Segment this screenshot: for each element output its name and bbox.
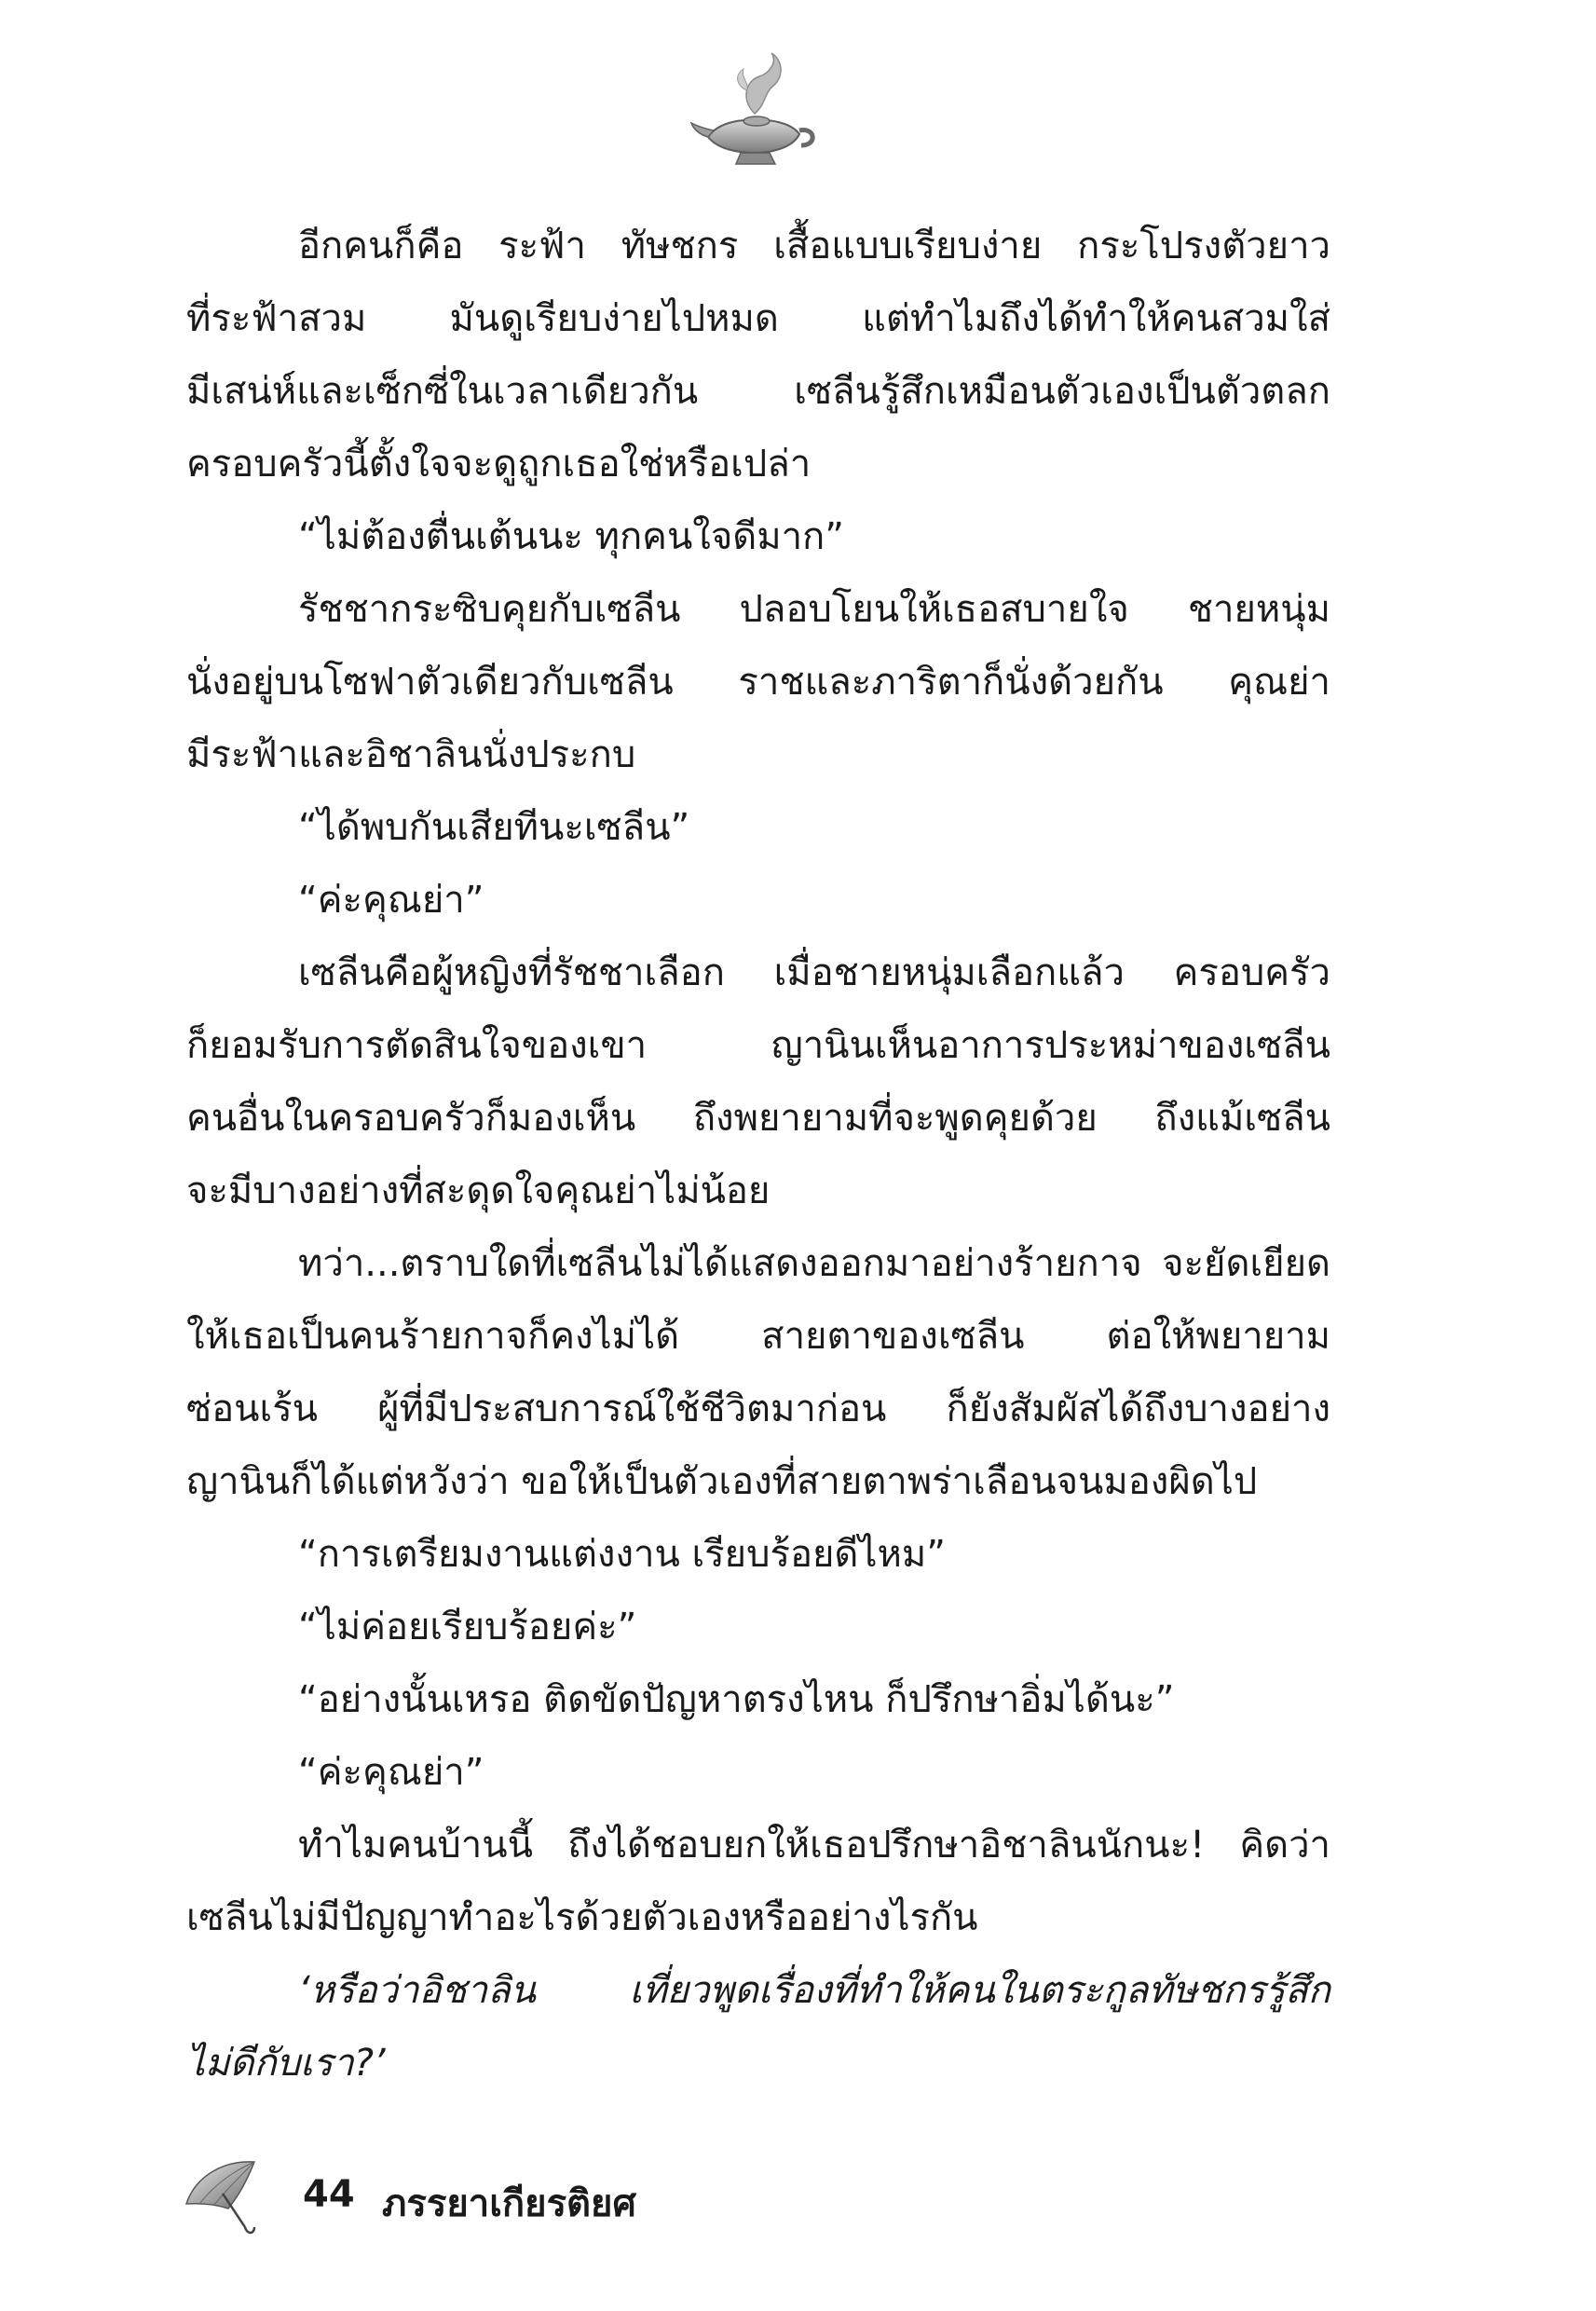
text-line: คนอื่นในครอบครัวก็มองเห็น ถึงพยายามที่จะพูดคุยด้วย ถึงแม้เซลีน bbox=[186, 1097, 1330, 1140]
text-line: ที่ระฟ้าสวม มันดูเรียบง่ายไปหมด แต่ทำไมถึงได้ทำให้คนสวมใส่ bbox=[186, 297, 1330, 340]
paragraph bbox=[186, 573, 1330, 791]
text-line: ทว่า...ตราบใดที่เซลีนไม่ได้แสดงออกมาอย่างร้ายกาจ จะยัดเยียด bbox=[298, 1242, 1330, 1285]
paragraph bbox=[186, 937, 1330, 1227]
umbrella-icon bbox=[182, 2153, 266, 2236]
text-line: จะมีบางอย่างที่สะดุดใจคุณย่าไม่น้อย bbox=[186, 1169, 771, 1212]
text-line: ‘หรือว่าอิชาลิน เที่ยวพูดเรื่องที่ทำให้คนในตระกูลทัษชกรรู้สึก bbox=[298, 1969, 1330, 2012]
paragraph bbox=[186, 210, 1330, 500]
text-line: “ไม่ต้องตื่นเต้นนะ ทุกคนใจดีมาก” bbox=[298, 515, 844, 558]
text-line: เซลีนไม่มีปัญญาทำอะไรด้วยตัวเองหรืออย่างไรกัน bbox=[186, 1896, 978, 1939]
text-line: ซ่อนเร้น ผู้ที่มีประสบการณ์ใช้ชีวิตมาก่อน ก็ยังสัมผัสได้ถึงบางอย่าง bbox=[186, 1388, 1330, 1430]
book-title: ภรรยาเกียรติยศ bbox=[382, 2182, 636, 2225]
text-line: “ค่ะคุณย่า” bbox=[298, 1751, 484, 1794]
paragraph bbox=[186, 1809, 1330, 1954]
text-line: “อย่างนั้นเหรอ ติดขัดปัญหาตรงไหน ก็ปรึกษาอิ่มได้นะ” bbox=[298, 1678, 1175, 1721]
genie-lamp-icon bbox=[689, 48, 820, 170]
paragraph bbox=[186, 1227, 1330, 1518]
paragraph bbox=[186, 1518, 1330, 1591]
text-line: เซลีนคือผู้หญิงที่รัชชาเลือก เมื่อชายหนุ่มเลือกแล้ว ครอบครัว bbox=[298, 951, 1330, 994]
text-line: “การเตรียมงานแต่งงาน เรียบร้อยดีไหม” bbox=[298, 1533, 946, 1576]
paragraph bbox=[186, 864, 1330, 937]
text-line: “ไม่ค่อยเรียบร้อยค่ะ” bbox=[298, 1606, 637, 1648]
paragraph bbox=[186, 1591, 1330, 1663]
paragraph bbox=[186, 791, 1330, 864]
page-footer bbox=[182, 2153, 927, 2236]
text-line: ญานินก็ได้แต่หวังว่า ขอให้เป็นตัวเองที่สายตาพร่าเลือนจนมองผิดไป bbox=[186, 1460, 1258, 1503]
page-number: 44 bbox=[303, 2173, 355, 2216]
text-line: “ได้พบกันเสียทีนะเซลีน” bbox=[298, 806, 690, 849]
text-line: อีกคนก็คือ ระฟ้า ทัษชกร เสื้อแบบเรียบง่าย กระโปรงตัวยาว bbox=[298, 225, 1330, 267]
body-text bbox=[186, 210, 1330, 2099]
text-line: รัชชากระซิบคุยกับเซลีน ปลอบโยนให้เธอสบายใจ ชายหนุ่ม bbox=[298, 588, 1330, 631]
text-line: มีระฟ้าและอิชาลินนั่งประกบ bbox=[186, 733, 636, 776]
paragraph bbox=[186, 1663, 1330, 1736]
text-line: “ค่ะคุณย่า” bbox=[298, 879, 484, 922]
paragraph bbox=[186, 500, 1330, 573]
text-line: ครอบครัวนี้ตั้งใจจะดูถูกเธอใช่หรือเปล่า bbox=[186, 443, 812, 485]
paragraph bbox=[186, 1954, 1330, 2099]
text-line: นั่งอยู่บนโซฟาตัวเดียวกับเซลีน ราชและภาริตาก็นั่งด้วยกัน คุณย่า bbox=[186, 661, 1330, 704]
text-line: ก็ยอมรับการตัดสินใจของเขา ญานินเห็นอาการประหม่าของเซลีน bbox=[186, 1024, 1330, 1067]
text-line: มีเสน่ห์และเซ็กซี่ในเวลาเดียวกัน เซลีนรู้สึกเหมือนตัวเองเป็นตัวตลก bbox=[186, 370, 1330, 413]
text-line: ทำไมคนบ้านนี้ ถึงได้ชอบยกให้เธอปรึกษาอิชาลินนักนะ! คิดว่า bbox=[298, 1824, 1330, 1867]
text-line: ไม่ดีกับเรา?’ bbox=[186, 2042, 386, 2085]
paragraph bbox=[186, 1736, 1330, 1809]
text-line: ให้เธอเป็นคนร้ายกาจก็คงไม่ได้ สายตาของเซลีน ต่อให้พยายาม bbox=[186, 1315, 1330, 1358]
